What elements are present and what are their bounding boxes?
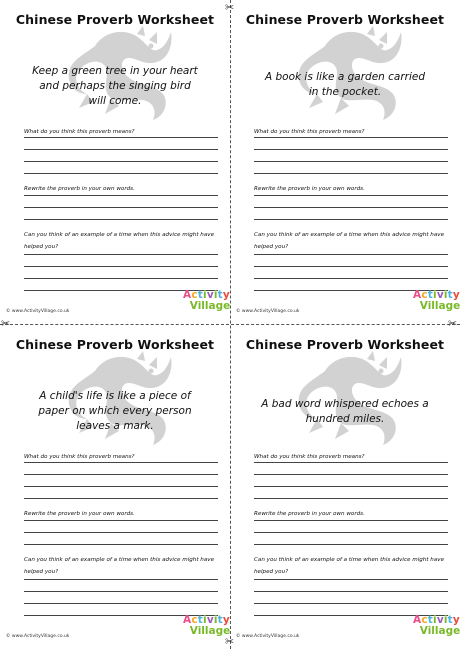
- answer-line[interactable]: [24, 137, 218, 138]
- copyright-text: © www.ActivityVillage.co.uk: [6, 634, 70, 639]
- logo-activity: Activity: [413, 614, 460, 626]
- activity-village-logo: [413, 614, 460, 644]
- logo-village: Village: [189, 625, 231, 637]
- proverb-text: Keep a green tree in your heart and perhaps the singing bird will come.: [32, 65, 198, 107]
- proverb-text: A bad word whispered echoes a hundred miles.: [261, 398, 429, 425]
- answer-line[interactable]: [24, 474, 218, 475]
- answer-line[interactable]: [254, 603, 448, 604]
- question-meaning: What do you think this proverb means?: [24, 129, 135, 135]
- answer-line[interactable]: [254, 486, 448, 487]
- answer-line[interactable]: [254, 474, 448, 475]
- logo-activity: Activity: [183, 614, 230, 626]
- question-meaning: What do you think this proverb means?: [254, 454, 365, 460]
- answer-line[interactable]: [254, 254, 448, 255]
- card-title: Chinese Proverb Worksheet: [15, 12, 215, 27]
- answer-line[interactable]: [254, 462, 448, 463]
- question-example: Can you think of an example of a time when this advice might have helped you?: [254, 557, 445, 575]
- logo-activity: Activity: [413, 289, 460, 301]
- answer-line[interactable]: [254, 149, 448, 150]
- question-meaning: What do you think this proverb means?: [24, 454, 135, 460]
- answer-line[interactable]: [24, 544, 218, 545]
- proverb-text: A book is like a garden carried in the pocket.: [264, 71, 426, 98]
- answer-line[interactable]: [24, 195, 218, 196]
- answer-line[interactable]: [24, 149, 218, 150]
- answer-line[interactable]: [24, 486, 218, 487]
- answer-line[interactable]: [24, 579, 218, 580]
- activity-village-logo: [183, 614, 231, 644]
- copyright-text: © www.ActivityVillage.co.uk: [236, 634, 300, 639]
- question-rewrite: Rewrite the proverb in your own words.: [24, 511, 135, 517]
- card-title: Chinese Proverb Worksheet: [245, 337, 445, 352]
- logo-activity: Activity: [183, 289, 230, 301]
- answer-line[interactable]: [24, 498, 218, 499]
- scissors-icon: ✂: [225, 1, 235, 14]
- answer-line[interactable]: [254, 195, 448, 196]
- answer-line[interactable]: [254, 161, 448, 162]
- worksheet-card: [0, 325, 230, 649]
- question-example: Can you think of an example of a time when this advice might have helped you?: [24, 557, 215, 575]
- card-title: Chinese Proverb Worksheet: [15, 337, 215, 352]
- answer-line[interactable]: [254, 173, 448, 174]
- answer-line[interactable]: [24, 207, 218, 208]
- proverb-text: A child's life is like a piece of paper on which every person leaves a mark.: [38, 390, 192, 432]
- answer-line[interactable]: [254, 207, 448, 208]
- scissors-icon: ✂: [225, 635, 235, 648]
- answer-line[interactable]: [254, 498, 448, 499]
- copyright-text: © www.ActivityVillage.co.uk: [236, 309, 300, 314]
- answer-line[interactable]: [24, 278, 218, 279]
- copyright-text: © www.ActivityVillage.co.uk: [6, 309, 70, 314]
- answer-line[interactable]: [254, 544, 448, 545]
- logo-village: Village: [189, 300, 231, 312]
- answer-line[interactable]: [24, 219, 218, 220]
- answer-line[interactable]: [254, 137, 448, 138]
- answer-line[interactable]: [254, 579, 448, 580]
- answer-line[interactable]: [24, 462, 218, 463]
- answer-line[interactable]: [24, 520, 218, 521]
- question-rewrite: Rewrite the proverb in your own words.: [24, 186, 135, 192]
- question-example: Can you think of an example of a time when this advice might have helped you?: [24, 232, 215, 250]
- answer-line[interactable]: [254, 219, 448, 220]
- answer-line[interactable]: [24, 603, 218, 604]
- question-rewrite: Rewrite the proverb in your own words.: [254, 511, 365, 517]
- answer-line[interactable]: [24, 173, 218, 174]
- activity-village-logo: [413, 289, 460, 319]
- worksheet-card: [230, 325, 460, 649]
- answer-line[interactable]: [254, 520, 448, 521]
- question-meaning: What do you think this proverb means?: [254, 129, 365, 135]
- worksheet-card: [0, 0, 230, 324]
- scissors-icon: ✂: [1, 317, 11, 330]
- scissors-icon: ✂: [448, 317, 458, 330]
- answer-line[interactable]: [24, 591, 218, 592]
- answer-line[interactable]: [254, 278, 448, 279]
- logo-village: Village: [419, 300, 460, 312]
- logo-village: Village: [419, 625, 460, 637]
- question-rewrite: Rewrite the proverb in your own words.: [254, 186, 365, 192]
- answer-line[interactable]: [254, 266, 448, 267]
- answer-line[interactable]: [24, 161, 218, 162]
- answer-line[interactable]: [254, 532, 448, 533]
- question-example: Can you think of an example of a time when this advice might have helped you?: [254, 232, 445, 250]
- answer-line[interactable]: [24, 254, 218, 255]
- answer-line[interactable]: [24, 266, 218, 267]
- card-title: Chinese Proverb Worksheet: [245, 12, 445, 27]
- activity-village-logo: [183, 289, 231, 319]
- answer-line[interactable]: [254, 591, 448, 592]
- answer-line[interactable]: [24, 532, 218, 533]
- worksheet-card: [230, 0, 460, 324]
